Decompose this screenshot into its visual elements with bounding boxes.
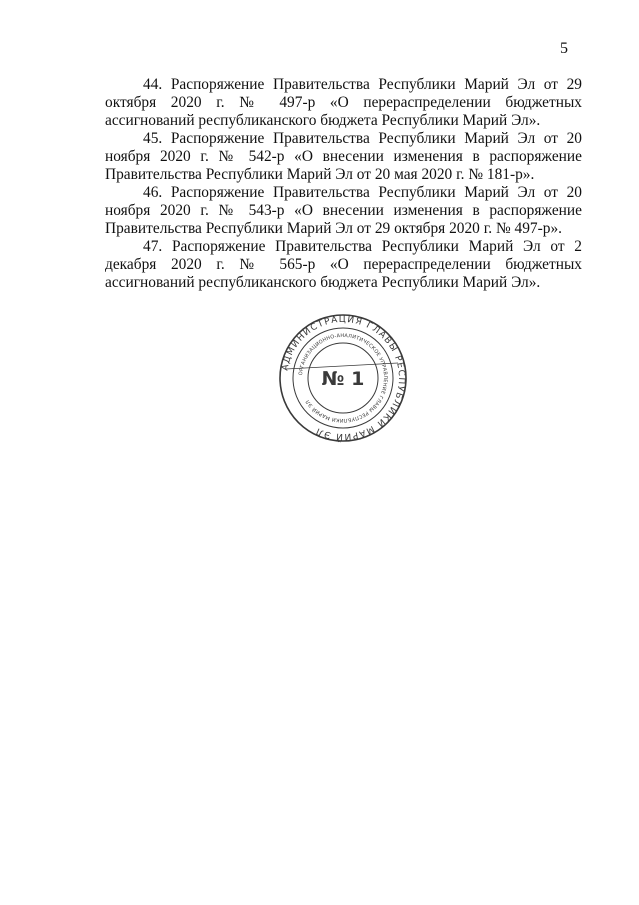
list-item-47: 47. Распоряжение Правительства Республики Марий Эл от 2 декабря 2020 г. № 565-р «О перераспределении бюджетных ассигнований республиканского бюджета Республики Марий Эл». [105,238,582,291]
official-seal [278,313,408,443]
page-number: 5 [560,40,568,57]
document-body [105,76,582,292]
list-item-45: 45. Распоряжение Правительства Республики Марий Эл от 20 ноября 2020 г. № 542-р «О внесении изменения в распоряжение Правительства Республики Марий Эл от 20 мая 2020 г. № 181-р». [105,130,582,183]
seal-center-number: № 1 [321,368,365,390]
list-item-46: 46. Распоряжение Правительства Республики Марий Эл от 20 ноября 2020 г. № 543-р «О внесении изменения в распоряжение Правительства Республики Марий Эл от 29 октября 2020 г. № 497-р». [105,184,582,237]
seal-outer-text: АДМИНИСТРАЦИЯ ГЛАВЫ РЕСПУБЛИКИ МАРИЙ ЭЛ [280,314,407,442]
list-item-44: 44. Распоряжение Правительства Республики Марий Эл от 29 октября 2020 г. № 497-р «О перераспределении бюджетных ассигнований республиканского бюджета Республики Марий Эл». [105,76,582,129]
seal-graphic [278,313,408,443]
seal-inner-text: ОРГАНИЗАЦИОННО-АНАЛИТИЧЕСКОЕ УПРАВЛЕНИЕ ГЛАВЫ РЕСПУБЛИКИ МАРИЙ ЭЛ [298,332,389,424]
